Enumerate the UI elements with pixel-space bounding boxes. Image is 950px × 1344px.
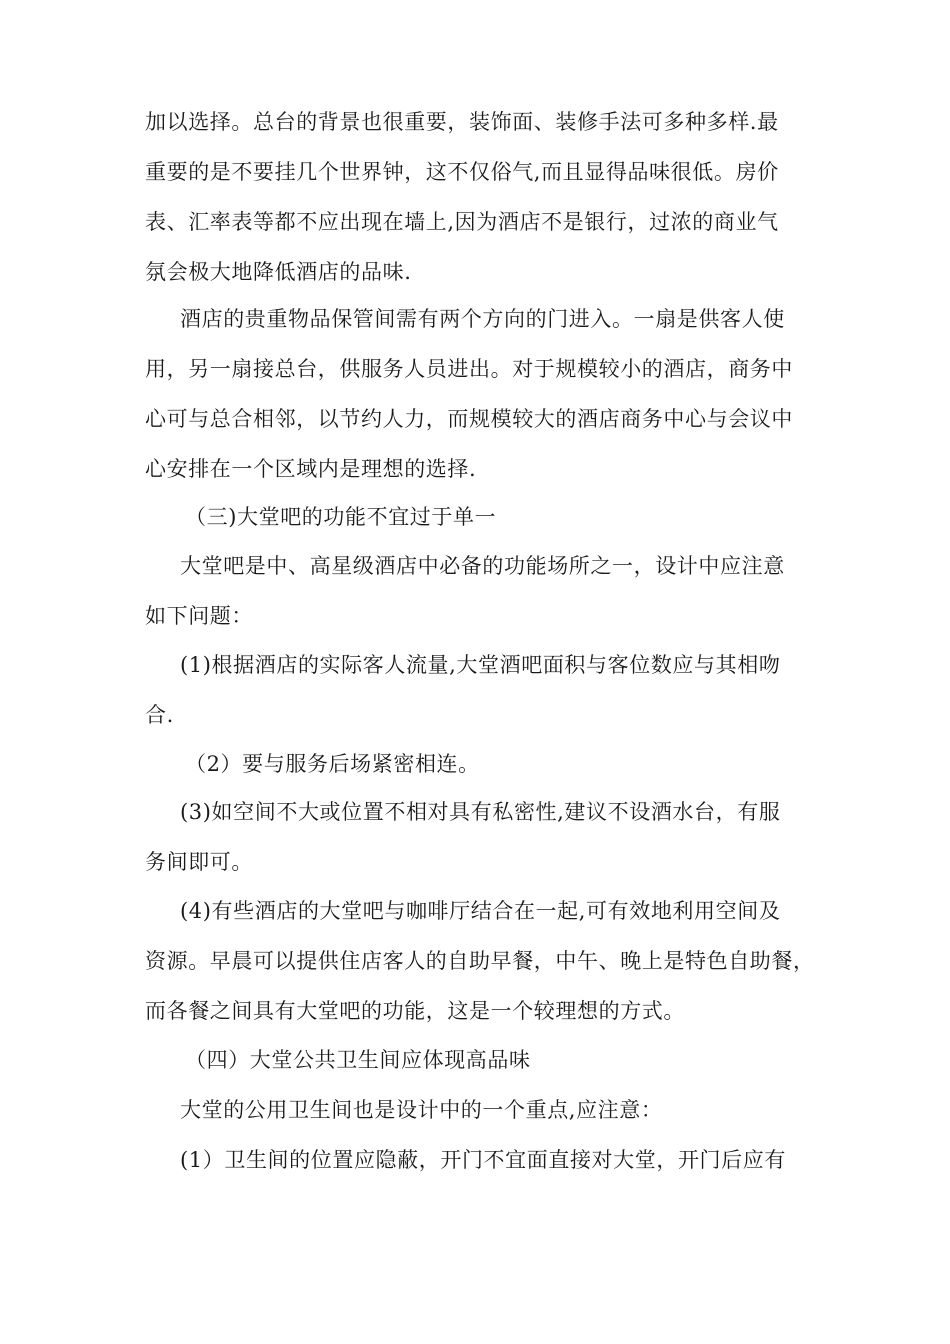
list-item-2: （2）要与服务后场紧密相连。 bbox=[185, 752, 480, 776]
text-line: 表、汇率表等都不应出现在墙上,因为酒店不是银行，过浓的商业气 bbox=[145, 210, 779, 234]
text-line: 资源。早晨可以提供住店客人的自助早餐，中午、晚上是特色自助餐， bbox=[145, 949, 815, 973]
list-item-1: (1）卫生间的位置应隐蔽，开门不宜面直接对大堂，开门后应有 bbox=[180, 1148, 786, 1172]
text-line: 心安排在一个区域内是理想的选择. bbox=[145, 457, 477, 481]
text-line: 加以选择。总台的背景也很重要，装饰面、装修手法可多种多样.最 bbox=[145, 110, 779, 134]
paragraph-start: 大堂吧是中、高星级酒店中必备的功能场所之一，设计中应注意 bbox=[180, 554, 785, 578]
paragraph-start: 酒店的贵重物品保管间需有两个方向的门进入。一扇是供客人使 bbox=[180, 307, 785, 331]
list-item-3: (3)如空间不大或位置不相对具有私密性,建议不设酒水台，有服 bbox=[180, 800, 781, 824]
text-line: 氛会极大地降低酒店的品味. bbox=[145, 260, 412, 284]
section-heading-4: （四）大堂公共卫生间应体现高品味 bbox=[185, 1048, 531, 1072]
section-heading-3: （三)大堂吧的功能不宜过于单一 bbox=[185, 505, 497, 529]
text-line: 心可与总合相邻，以节约人力，而规模较大的酒店商务中心与会议中 bbox=[145, 407, 793, 431]
text-line: 如下问题： bbox=[145, 604, 253, 628]
text-line: 务间即可。 bbox=[145, 850, 253, 874]
text-line: 重要的是不要挂几个世界钟，这不仅俗气,而且显得品味很低。房价 bbox=[145, 160, 779, 184]
list-item-4: (4)有些酒店的大堂吧与咖啡厅结合在一起,可有效地利用空间及 bbox=[180, 899, 781, 923]
text-line: 合. bbox=[145, 703, 174, 727]
list-item-1: (1)根据酒店的实际客人流量,大堂酒吧面积与客位数应与其相吻 bbox=[180, 653, 781, 677]
text-line: 用，另一扇接总台，供服务人员进出。对于规模较小的酒店，商务中 bbox=[145, 357, 793, 381]
paragraph-start: 大堂的公用卫生间也是设计中的一个重点,应注意： bbox=[180, 1098, 663, 1122]
text-line: 而各餐之间具有大堂吧的功能，这是一个较理想的方式。 bbox=[145, 999, 685, 1023]
